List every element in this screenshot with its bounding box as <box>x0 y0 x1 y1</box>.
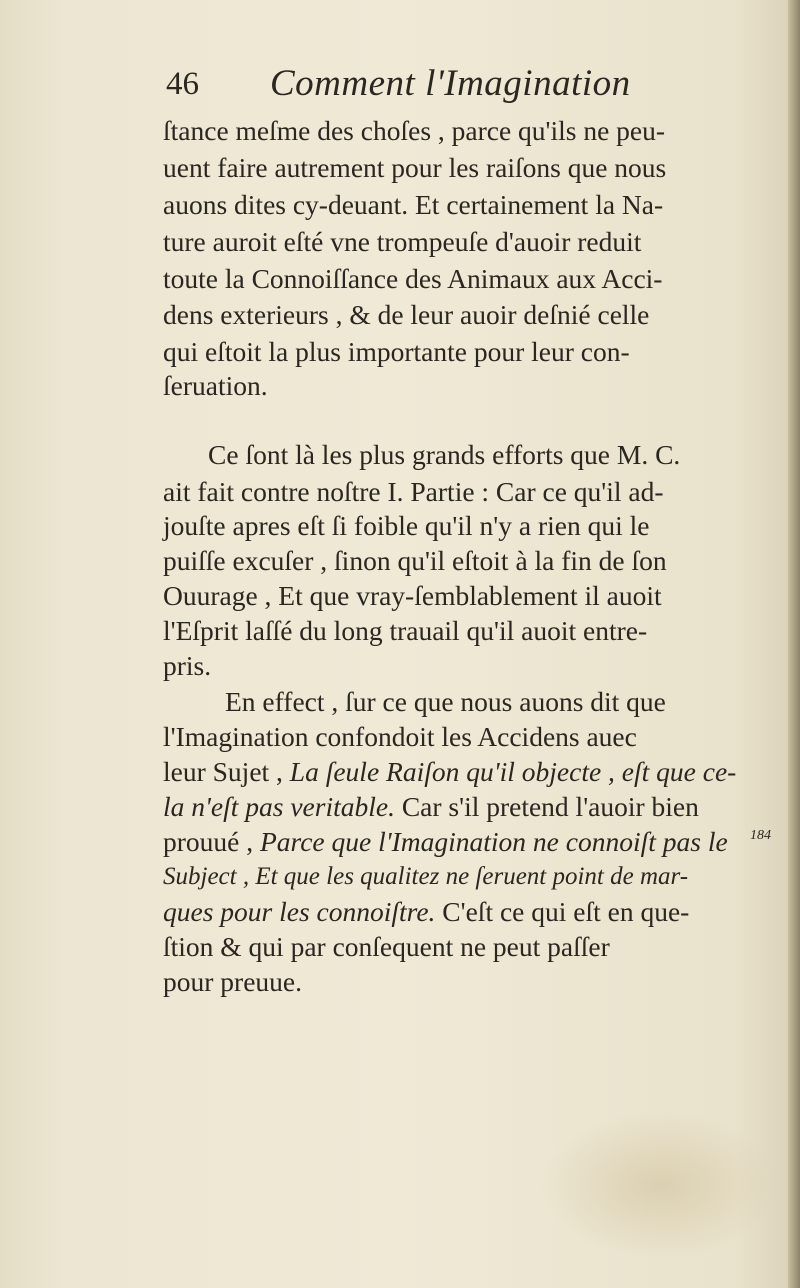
text-span: Car s'il pretend l'auoir bien <box>401 791 699 822</box>
text-line: toute la Connoiſſance des Animaux aux Acci- <box>163 263 663 294</box>
text-line: uent faire autrement pour les raiſons que nous <box>163 152 667 183</box>
text-line <box>163 754 736 790</box>
running-title: Comment l'Imagination <box>270 63 631 104</box>
text-line: ſtion & qui par conſequent ne peut paſſer <box>163 931 610 962</box>
page-stain <box>540 1110 780 1260</box>
margin-note: 184 <box>750 828 771 843</box>
text-line: ait fait contre noſtre I. Partie : Car ce qu'il ad- <box>163 476 664 507</box>
text-line <box>163 824 728 860</box>
text-line: ſtance meſme des choſes , parce qu'ils ne peu- <box>163 115 666 146</box>
text-line: pris. <box>163 650 212 681</box>
page-number: 46 <box>166 66 199 102</box>
text-line <box>163 894 689 930</box>
text-line: puiſſe excuſer , ſinon qu'il eſtoit à la fin de ſon <box>163 545 667 576</box>
text-line: En effect , ſur ce que nous auons dit que <box>225 686 666 717</box>
text-line: auons dites cy-deuant. Et certainement la Na- <box>163 189 664 220</box>
page-edge <box>788 0 800 1288</box>
text-line: dens exterieurs , & de leur auoir deſnié celle <box>163 299 650 330</box>
quoted-argument: ques pour les connoiſtre. <box>163 896 436 927</box>
text-line: ſeruation. <box>163 370 268 401</box>
text-span: leur Sujet , <box>163 756 283 787</box>
text-line: l'Imagination confondoit les Accidens auec <box>163 721 637 752</box>
quoted-objection: la n'eſt pas veritable. <box>163 791 395 822</box>
text-line: l'Eſprit laſſé du long trauail qu'il auoit entre- <box>163 615 648 646</box>
text-line <box>163 789 699 825</box>
text-line: pour preuue. <box>163 966 302 997</box>
text-line: ture auroit eſté vne trompeuſe d'auoir reduit <box>163 226 642 257</box>
page-header <box>162 62 722 112</box>
text-line: qui eſtoit la plus importante pour leur con- <box>163 336 630 367</box>
text-line: Ce ſont là les plus grands efforts que M. C. <box>208 439 681 470</box>
text-line: jouſte apres eſt ſi foible qu'il n'y a rien qui le <box>163 510 650 541</box>
text-line: Ouurage , Et que vray-ſemblablement il auoit <box>163 580 662 611</box>
text-span: C'eſt ce qui eſt en que- <box>442 896 690 927</box>
quoted-argument: Parce que l'Imagination ne connoiſt pas le <box>260 826 728 857</box>
text-line: Subject , Et que les qualitez ne ſeruent point de mar- <box>163 863 689 890</box>
text-span: prouué , <box>163 826 254 857</box>
quoted-objection: La ſeule Raiſon qu'il objecte , eſt que ce- <box>289 756 737 787</box>
